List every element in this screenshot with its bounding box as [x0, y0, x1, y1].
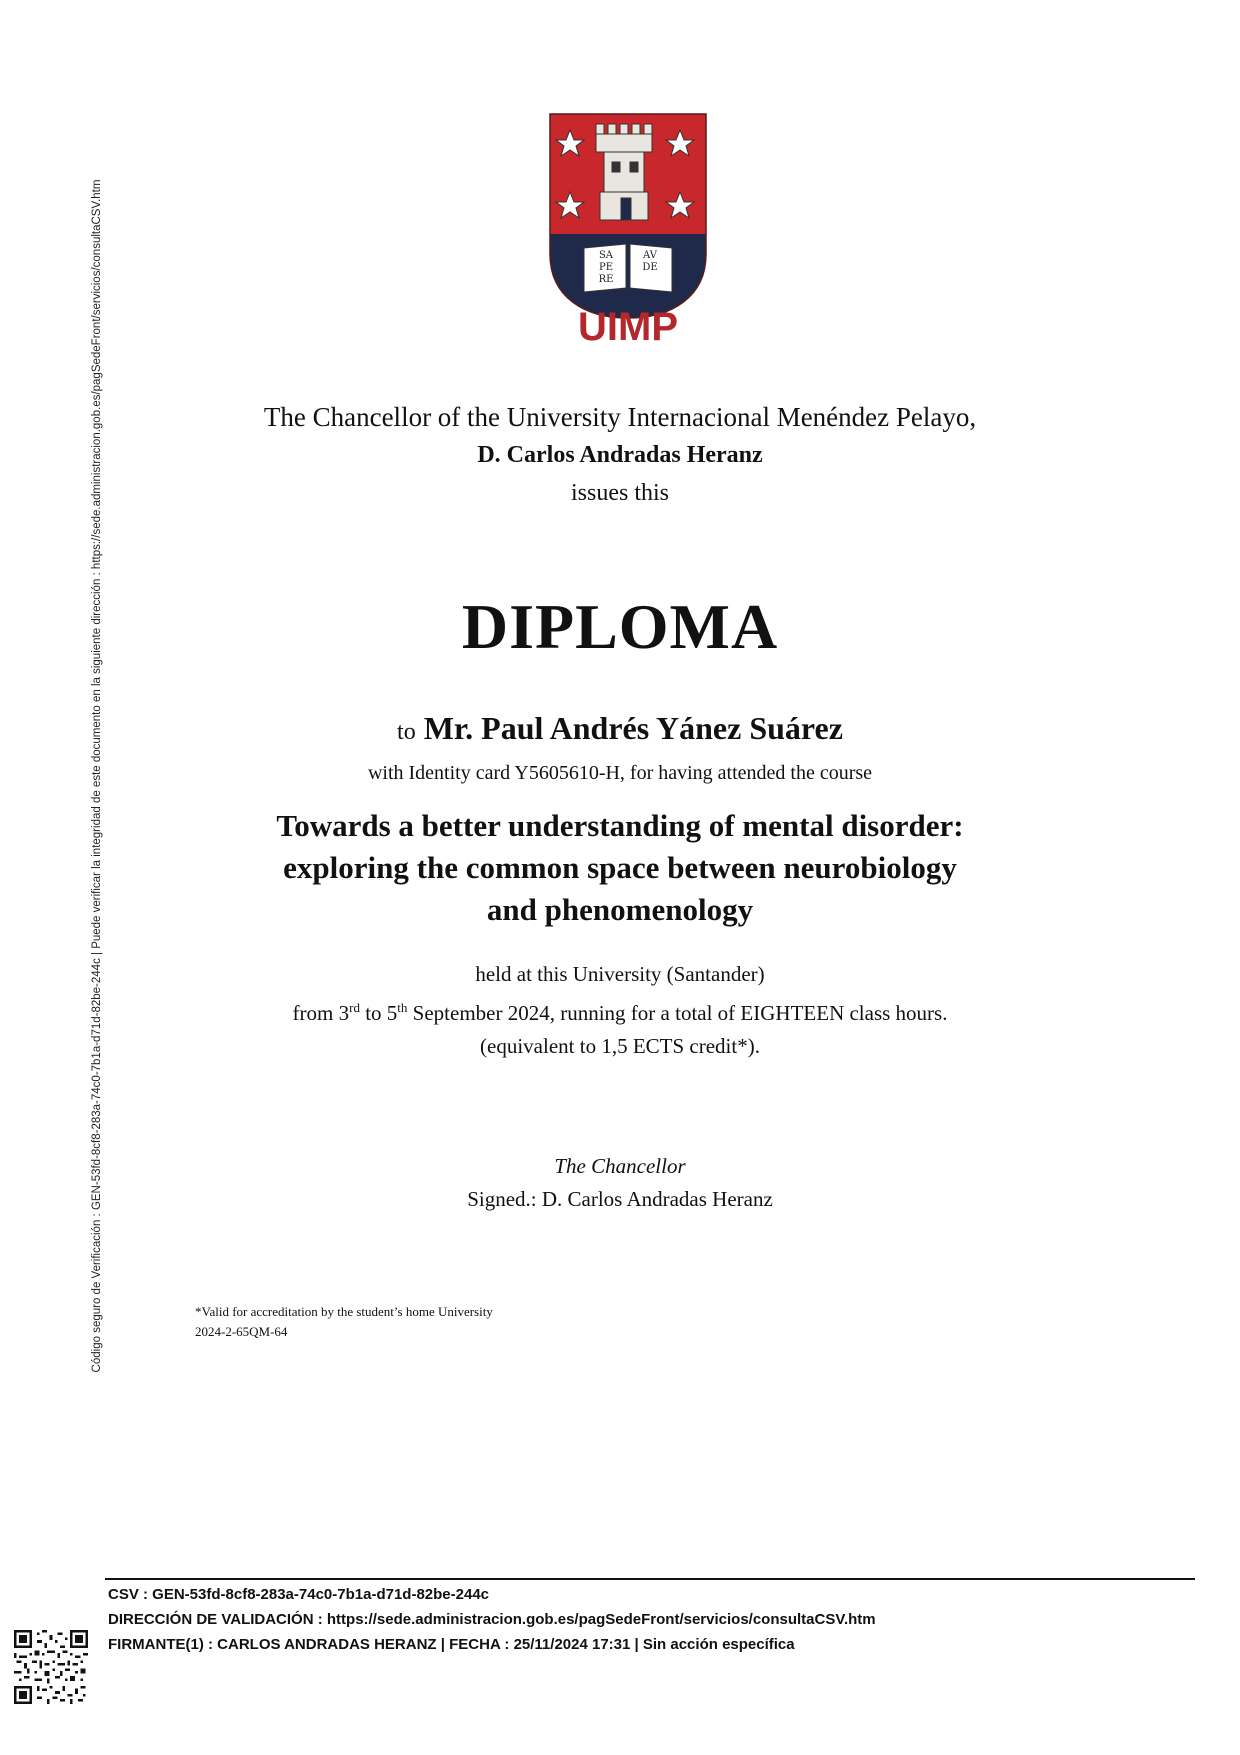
footnote-code: 2024-2-65QM-64	[195, 1324, 288, 1339]
csv-line: CSV : GEN-53fd-8cf8-283a-74c0-7b1a-d71d-82be-244c	[108, 1586, 489, 1603]
svg-text:SA: SA	[598, 250, 614, 261]
issues-this: issues this	[570, 480, 669, 506]
csv-block	[108, 1582, 876, 1657]
svg-text:RE: RE	[598, 274, 614, 285]
svg-text:DE: DE	[642, 262, 658, 273]
identity-line: with Identity card Y5605610-H, for having attended the course	[367, 762, 873, 784]
issuer-name: D. Carlos Andradas Heranz	[477, 442, 763, 468]
diploma-title: DIPLOMA	[461, 591, 779, 662]
course-details	[0, 958, 1240, 1063]
svg-text:PE: PE	[598, 262, 614, 273]
course-title-line: and phenomenology	[486, 892, 754, 927]
qr-code-icon	[14, 1630, 88, 1704]
signed-line: Signed.: D. Carlos Andradas Heranz	[467, 1187, 773, 1211]
svg-text:AV: AV	[643, 250, 657, 261]
issuer-line: The Chancellor of the University Internacional Menéndez Pelayo,	[263, 402, 977, 432]
signer-role: The Chancellor	[554, 1154, 686, 1178]
held-line: held at this University (Santander)	[475, 962, 765, 986]
credits-line: (equivalent to 1,5 ECTS credit*).	[480, 1034, 760, 1058]
signature-block	[0, 1150, 1240, 1216]
recipient-name: Mr. Paul Andrés Yánez Suárez	[423, 710, 843, 746]
uimp-logo	[548, 112, 708, 344]
side-verification-text: Código seguro de Verificación : GEN-53fd-8cf8-283a-74c0-7b1a-d71d-82be-244c | Puede verificar la integridad de este documento en la siguiente dirección : https://sede.administracion.gob.es/pagSedeFront/servicios/consultaCSV.htm	[91, 179, 103, 1373]
validation-url-line: DIRECCIÓN DE VALIDACIÓN : https://sede.administracion.gob.es/pagSedeFront/servicios/consultaCSV.htm	[108, 1611, 876, 1628]
course-title	[0, 805, 1240, 931]
divider	[105, 1578, 1195, 1580]
footnote	[195, 1302, 493, 1342]
recipient-line	[0, 710, 1240, 747]
tower-icon	[596, 124, 652, 220]
issuer-block	[0, 398, 1240, 512]
footnote-valid: *Valid for accreditation by the student’s home University	[195, 1304, 493, 1319]
course-title-line: Towards a better understanding of mental disorder:	[276, 808, 964, 843]
recipient-prefix: to	[397, 719, 416, 745]
course-title-line: exploring the common space between neurobiology	[283, 850, 957, 885]
logo-wordmark: UIMP	[578, 305, 678, 344]
dates-line: from 3rd to 5th September 2024, running for a total of EIGHTEEN class hours.	[292, 1000, 948, 1025]
signer-line: FIRMANTE(1) : CARLOS ANDRADAS HERANZ | FECHA : 25/11/2024 17:31 | Sin acción específica	[108, 1636, 795, 1653]
